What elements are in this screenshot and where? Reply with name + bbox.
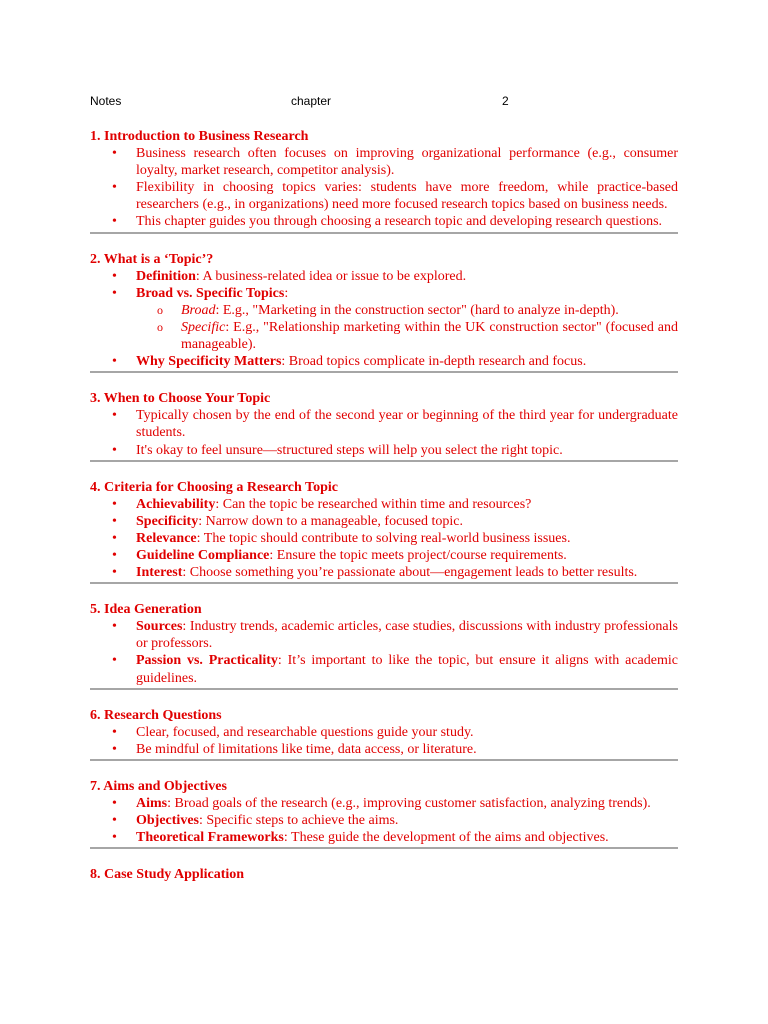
item-text: : These guide the development of the aims and objectives.: [283, 830, 609, 846]
list-item: [90, 213, 678, 230]
list-item: [90, 407, 678, 441]
header-chapter-label: chapter: [291, 94, 332, 108]
item-text: : Choose something you’re passionate about—engagement leads to better results.: [182, 565, 638, 581]
bullet-list: [90, 407, 678, 458]
sub-item-term: Broad: [181, 302, 216, 318]
bullet-list: [90, 618, 678, 686]
list-item: [90, 530, 678, 547]
item-term: Broad vs. Specific Topics: [136, 285, 285, 301]
sub-list-item: [90, 302, 678, 319]
page-header: [90, 94, 678, 110]
list-item: [90, 652, 678, 686]
sub-item-text: : E.g., "Relationship marketing within the UK construction sector" (focused and manageable).: [181, 319, 678, 353]
item-term: Theoretical Frameworks: [136, 830, 284, 846]
sub-list: [90, 302, 678, 353]
item-text: :: [284, 285, 289, 301]
sub-list-item: [90, 319, 678, 353]
item-text: : Industry trends, academic articles, case studies, discussions with industry professionals or professors.: [136, 619, 678, 652]
bullet-list: [90, 496, 678, 581]
item-term: Achievability: [136, 496, 216, 512]
item-term: Aims: [136, 796, 168, 811]
item-text: : The topic should contribute to solving real-world business issues.: [196, 530, 571, 546]
list-item: [90, 829, 678, 846]
item-text: It's okay to feel unsure—structured steps will help you select the right topic.: [136, 442, 563, 458]
section-title: 2. What is a ‘Topic’?: [90, 251, 214, 267]
list-item: [90, 618, 678, 652]
list-item: [90, 268, 678, 285]
header-chapter-number: 2: [502, 94, 509, 108]
list-item: [90, 496, 678, 513]
item-term: Sources: [136, 619, 183, 635]
list-item: [90, 285, 678, 353]
section: [90, 251, 678, 374]
section: [90, 390, 678, 461]
section-title: 5. Idea Generation: [90, 602, 202, 618]
list-item: [90, 795, 678, 812]
item-text: : Can the topic be researched within time and resources?: [215, 496, 532, 512]
item-term: Specificity: [136, 513, 199, 529]
section: [90, 128, 678, 234]
item-text: : Specific steps to achieve the aims.: [198, 813, 399, 829]
list-item: [90, 145, 678, 179]
section-title: 6. Research Questions: [90, 707, 222, 723]
section: [90, 601, 678, 689]
section: [90, 479, 678, 585]
notes-content: [90, 128, 678, 901]
item-term: Interest: [136, 565, 183, 581]
item-term: Objectives: [136, 813, 199, 829]
section-title: 4. Criteria for Choosing a Research Topic: [90, 479, 338, 495]
list-item: [90, 564, 678, 581]
item-text: : Broad goals of the research (e.g., improving customer satisfaction, analyzing trends).: [167, 796, 651, 811]
list-item: [90, 442, 678, 459]
list-item: [90, 741, 678, 758]
item-term: Passion vs. Practicality: [136, 653, 278, 669]
bullet-list: [90, 724, 678, 758]
section: [90, 778, 678, 849]
item-text: This chapter guides you through choosing a research topic and developing research questions.: [136, 214, 663, 230]
item-text: Business research often focuses on improving organizational performance (e.g., consumer loyalty, market research, competitor analysis).: [136, 146, 678, 179]
list-item: [90, 353, 678, 370]
list-item: [90, 724, 678, 741]
header-notes-label: Notes: [90, 94, 122, 108]
list-item: [90, 513, 678, 530]
item-text: Flexibility in choosing topics varies: students have more freedom, while practice-based researchers (e.g., in organizations) need more focused research topics based on business needs.: [136, 180, 678, 213]
item-text: Be mindful of limitations like time, data access, or literature.: [136, 741, 477, 757]
bullet-list: [90, 145, 678, 230]
list-item: [90, 547, 678, 564]
item-text: : Narrow down to a manageable, focused topic.: [198, 513, 463, 529]
item-term: Why Specificity Matters: [136, 354, 282, 370]
section: [90, 866, 678, 884]
list-item: [90, 812, 678, 829]
sub-item-term: Specific: [181, 319, 226, 335]
item-text: Clear, focused, and researchable questions guide your study.: [136, 724, 474, 740]
sub-item-text: : E.g., "Marketing in the construction sector" (hard to analyze in-depth).: [215, 302, 619, 318]
section-title: 1. Introduction to Business Research: [90, 129, 309, 144]
item-text: : It’s important to like the topic, but ensure it aligns with academic guidelines.: [136, 653, 678, 686]
item-text: : Broad topics complicate in-depth research and focus.: [281, 354, 587, 370]
item-text: : Ensure the topic meets project/course requirements.: [269, 547, 567, 563]
section-title: 7. Aims and Objectives: [90, 778, 227, 794]
item-term: Relevance: [136, 530, 197, 546]
item-term: Definition: [136, 268, 196, 284]
item-term: Guideline Compliance: [136, 547, 270, 563]
section: [90, 707, 678, 761]
list-item: [90, 179, 678, 213]
section-title: 8. Case Study Application: [90, 867, 245, 883]
item-text: : A business-related idea or issue to be explored.: [195, 268, 467, 284]
item-text: Typically chosen by the end of the second year or beginning of the third year for undergraduate students.: [136, 408, 678, 441]
bullet-list: [90, 268, 678, 371]
bullet-list: [90, 795, 678, 846]
section-title: 3. When to Choose Your Topic: [90, 391, 271, 407]
